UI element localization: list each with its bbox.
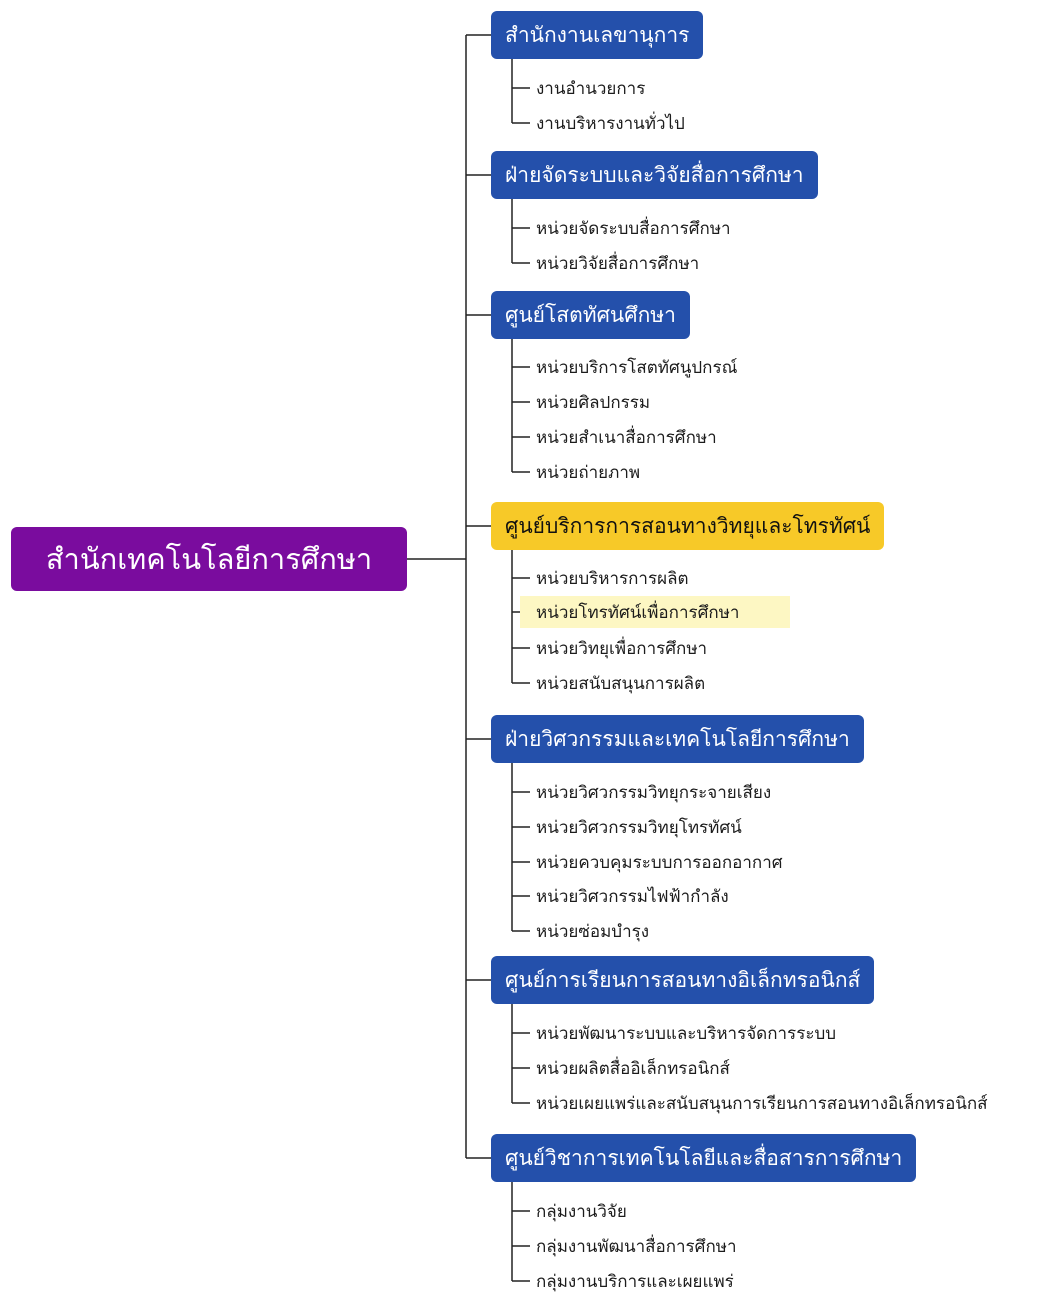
unit-label: หน่วยพัฒนาระบบและบริหารจัดการระบบ	[536, 1023, 837, 1044]
unit-item[interactable]	[536, 386, 650, 418]
unit-label: งานอำนวยการ	[536, 78, 646, 99]
unit-label: หน่วยซ่อมบำรุง	[536, 921, 650, 942]
unit-item[interactable]	[536, 1052, 730, 1084]
unit-item[interactable]	[536, 1195, 627, 1227]
unit-label: หน่วยบริหารการผลิต	[536, 568, 689, 589]
unit-item[interactable]	[536, 72, 645, 104]
unit-item[interactable]	[536, 667, 705, 699]
unit-label: กลุ่มงานวิจัย	[536, 1201, 627, 1222]
unit-item[interactable]	[536, 846, 783, 878]
unit-label: กลุ่มงานพัฒนาสื่อการศึกษา	[536, 1236, 737, 1257]
unit-label: หน่วยวิศวกรรมวิทยุโทรทัศน์	[536, 817, 742, 838]
unit-label: หน่วยจัดระบบสื่อการศึกษา	[536, 218, 731, 239]
dept-label: ฝ่ายจัดระบบและวิจัยสื่อการศึกษา	[505, 162, 804, 187]
unit-item[interactable]	[536, 456, 640, 488]
dept-label: ฝ่ายวิศวกรรมและเทคโนโลยีการศึกษา	[505, 726, 850, 751]
dept-label: ศูนย์การเรียนการสอนทางอิเล็กทรอนิกส์	[505, 967, 861, 992]
unit-label: หน่วยผลิตสื่ออิเล็กทรอนิกส์	[536, 1058, 730, 1079]
unit-item[interactable]	[536, 880, 729, 912]
dept-node-engineering[interactable]	[491, 715, 864, 763]
unit-item[interactable]	[536, 351, 737, 383]
unit-label: หน่วยควบคุมระบบการออกอากาศ	[536, 852, 783, 873]
unit-label: หน่วยวิศวกรรมวิทยุกระจายเสียง	[536, 782, 772, 803]
unit-item[interactable]	[536, 212, 731, 244]
dept-label: ศูนย์วิชาการเทคโนโลยีและสื่อสารการศึกษา	[505, 1145, 903, 1170]
unit-item[interactable]	[536, 811, 742, 843]
unit-label: หน่วยโทรทัศน์เพื่อการศึกษา	[536, 602, 740, 623]
dept-label: สำนักงานเลขานุการ	[505, 22, 690, 47]
unit-item[interactable]	[536, 247, 699, 279]
root-node[interactable]	[11, 527, 407, 591]
unit-item[interactable]	[536, 562, 689, 594]
unit-label: หน่วยเผยแพร่และสนับสนุนการเรียนการสอนทางอิเล็กทรอนิกส์	[536, 1093, 988, 1114]
unit-label: หน่วยศิลปกรรม	[536, 392, 651, 413]
unit-item[interactable]	[536, 1265, 734, 1297]
unit-label: หน่วยถ่ายภาพ	[536, 462, 641, 483]
unit-item[interactable]	[536, 632, 707, 664]
unit-label: หน่วยวิศวกรรมไฟฟ้ากำลัง	[536, 886, 729, 907]
dept-node-radio-tv[interactable]	[491, 502, 884, 550]
unit-label: หน่วยบริการโสตทัศนูปกรณ์	[536, 357, 738, 378]
unit-item[interactable]	[536, 776, 771, 808]
dept-node-secretariat[interactable]	[491, 11, 703, 59]
unit-item[interactable]	[536, 915, 649, 947]
dept-label: ศูนย์บริการการสอนทางวิทยุและโทรทัศน์	[505, 513, 871, 538]
unit-item[interactable]	[536, 421, 717, 453]
dept-node-elearning[interactable]	[491, 956, 874, 1004]
dept-label: ศูนย์โสตทัศนศึกษา	[505, 302, 676, 327]
unit-item[interactable]	[536, 1230, 737, 1262]
unit-label: หน่วยสำเนาสื่อการศึกษา	[536, 427, 717, 448]
root-label: สำนักเทคโนโลยีการศึกษา	[45, 542, 373, 576]
unit-label: หน่วยสนับสนุนการผลิต	[536, 673, 706, 694]
unit-item[interactable]	[536, 107, 685, 139]
unit-label: หน่วยวิจัยสื่อการศึกษา	[536, 253, 700, 274]
dept-node-academic-tech[interactable]	[491, 1134, 916, 1182]
dept-node-audiovisual[interactable]	[491, 291, 690, 339]
unit-label: หน่วยวิทยุเพื่อการศึกษา	[536, 638, 708, 659]
unit-item[interactable]	[536, 1017, 836, 1049]
dept-node-media-research[interactable]	[491, 151, 818, 199]
unit-item-highlighted[interactable]	[520, 596, 790, 628]
unit-label: งานบริหารงานทั่วไป	[536, 113, 685, 134]
unit-item[interactable]	[536, 1087, 988, 1119]
unit-label: กลุ่มงานบริการและเผยแพร่	[536, 1271, 734, 1292]
